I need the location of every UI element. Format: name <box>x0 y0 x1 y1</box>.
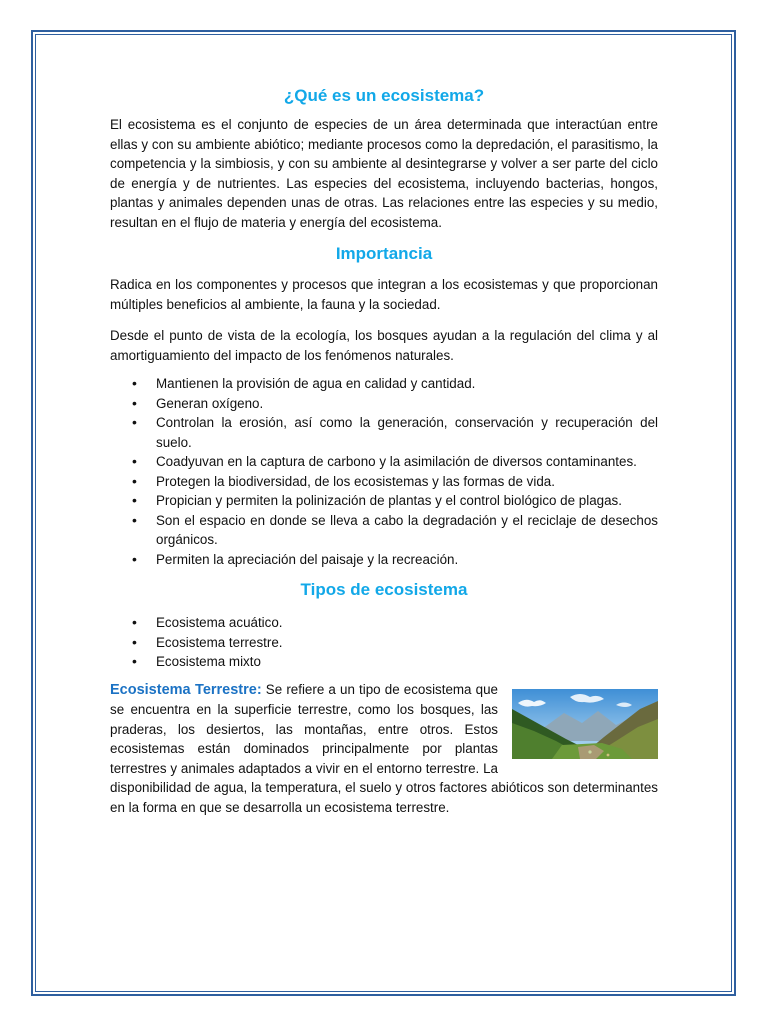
terrestre-description: Se refiere a un tipo de ecosistema que se encuentra en la superficie terrestre, como los bosques, las praderas, los desiertos, las montañas, entre otros. Estos ecosistemas están dominados principalmente por plantas terrestres y animales adaptados a vivir en el entorno terrestre. La disponibilidad de agua, la temperatura, el suelo y otros factores abióticos son determinantes en la forma en que se desarrolla un ecosistema terrestre. <box>110 681 658 815</box>
paragraph-ecosistema-terrestre <box>110 680 658 818</box>
importancia-bullet-list <box>110 374 658 569</box>
list-item: • Son el espacio en donde se lleva a cabo la degradación y el reciclaje de desechos orgánicos. <box>110 511 658 550</box>
list-item: • Ecosistema terrestre. <box>110 633 658 653</box>
heading-que-es-ecosistema: ¿Qué es un ecosistema? <box>283 86 485 105</box>
list-item: • Generan oxígeno. <box>110 394 658 414</box>
list-item: • Protegen la biodiversidad, de los ecosistemas y las formas de vida. <box>110 472 658 492</box>
list-item: • Propician y permiten la polinización de plantas y el control biológico de plagas. <box>110 491 658 511</box>
list-item: • Ecosistema mixto <box>110 652 658 672</box>
mountain-landscape-image <box>512 689 658 759</box>
list-item: • Mantienen la provisión de agua en calidad y cantidad. <box>110 374 658 394</box>
tipos-bullet-list <box>110 613 658 672</box>
list-item: • Permiten la apreciación del paisaje y la recreación. <box>110 550 658 570</box>
paragraph-importancia-1: Radica en los componentes y procesos que integran a los ecosistemas y que proporcionan múltiples beneficios al ambiente, la fauna y la sociedad. <box>110 277 658 312</box>
document-content <box>110 84 658 817</box>
list-item: • Controlan la erosión, así como la generación, conservación y recuperación del suelo. <box>110 413 658 452</box>
heading-tipos-ecosistema: Tipos de ecosistema <box>300 580 468 599</box>
list-item: • Coadyuvan en la captura de carbono y la asimilación de diversos contaminantes. <box>110 452 658 472</box>
list-item: • Ecosistema acuático. <box>110 613 658 633</box>
heading-importancia: Importancia <box>335 244 433 263</box>
term-ecosistema-terrestre: Ecosistema Terrestre: <box>110 681 262 698</box>
paragraph-importancia-2: Desde el punto de vista de la ecología, los bosques ayudan a la regulación del clima y al amortiguamiento del impacto de los fenómenos naturales. <box>110 328 658 363</box>
paragraph-definicion: El ecosistema es el conjunto de especies de un área determinada que interactúan entre ellas y con su ambiente abiótico; mediante procesos como la depredación, el parasitismo, la competencia y la simbiosis, y con su ambiente al desintegrarse y volver a ser parte del ciclo de energía y de nutrientes. Las especies del ecosistema, incluyendo bacterias, hongos, plantas y animales dependen unas de otras. Las relaciones entre las especies y su medio, resultan en el flujo de materia y energía del ecosistema. <box>110 117 658 230</box>
